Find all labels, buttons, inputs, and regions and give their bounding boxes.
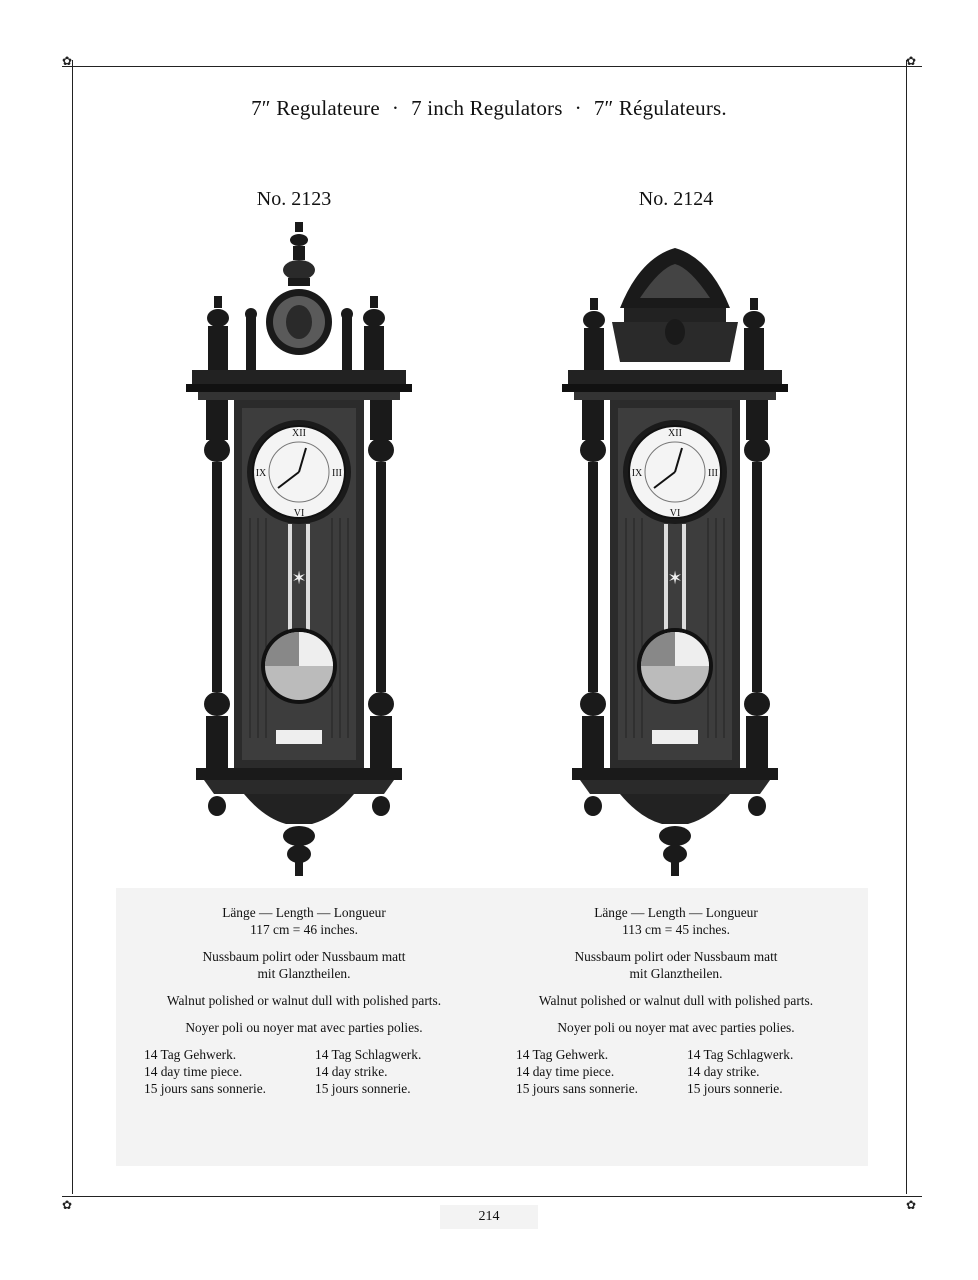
strike-german: 14 Tag Schlagwerk. [687, 1047, 794, 1062]
page-number: 214 [440, 1205, 538, 1229]
time-piece-french: 15 jours sans sonnerie. [516, 1081, 638, 1096]
material-german-line1: Nussbaum polirt oder Nussbaum matt [574, 949, 778, 964]
material-english: Walnut polished or walnut dull with polished parts. [538, 993, 814, 1008]
title-separator: · [574, 96, 582, 120]
strike-english: 14 day strike. [687, 1064, 760, 1079]
svg-text:III: III [332, 468, 342, 479]
material-french: Noyer poli ou noyer mat avec parties polies. [557, 1020, 795, 1035]
clock-2123-description [124, 904, 484, 1097]
clock-2123-illustration [184, 218, 414, 884]
page-title [72, 96, 906, 121]
time-piece-english: 14 day time piece. [144, 1064, 243, 1079]
svg-text:XII: XII [292, 428, 306, 439]
frame-right-rule [906, 60, 907, 1194]
material-french: Noyer poli ou noyer mat avec parties polies. [185, 1020, 423, 1035]
title-separator: · [391, 96, 400, 120]
time-piece-german: 14 Tag Gehwerk. [144, 1047, 237, 1062]
svg-text:IX: IX [631, 468, 643, 479]
svg-text:VI: VI [293, 508, 305, 519]
ornament-icon: ✿ [61, 54, 73, 68]
model-number-2123: No. 2123 [256, 188, 332, 210]
frame-top-rule [62, 66, 922, 67]
svg-text:✶: ✶ [291, 568, 307, 589]
length-label: Länge — Length — Longueur [594, 905, 758, 920]
strike-french: 15 jours sonnerie. [315, 1081, 411, 1096]
frame-bottom-rule [62, 1196, 922, 1197]
material-german-line2: mit Glanztheilen. [257, 966, 351, 981]
clock-2124-description [496, 904, 856, 1097]
material-german-line2: mit Glanztheilen. [629, 966, 723, 981]
time-piece-german: 14 Tag Gehwerk. [516, 1047, 609, 1062]
title-english: 7 inch Regulators [411, 96, 563, 120]
title-french: 7″ Régulateurs. [593, 96, 727, 120]
ornament-icon: ✿ [905, 1198, 917, 1212]
clock-2124-illustration [560, 218, 790, 884]
svg-text:✶: ✶ [667, 568, 683, 589]
model-number-2124: No. 2124 [638, 188, 714, 210]
movement-options [144, 1046, 484, 1097]
time-piece-english: 14 day time piece. [516, 1064, 615, 1079]
time-piece-french: 15 jours sans sonnerie. [144, 1081, 266, 1096]
svg-text:XII: XII [668, 428, 682, 439]
svg-text:III: III [708, 468, 718, 479]
length-value: 117 cm = 46 inches. [250, 922, 358, 937]
length-value: 113 cm = 45 inches. [622, 922, 730, 937]
strike-german: 14 Tag Schlagwerk. [315, 1047, 422, 1062]
length-label: Länge — Length — Longueur [222, 905, 386, 920]
title-german: 7″ Regulateure [251, 96, 380, 120]
frame-left-rule [72, 60, 73, 1194]
strike-english: 14 day strike. [315, 1064, 388, 1079]
ornament-icon: ✿ [905, 54, 917, 68]
svg-text:VI: VI [669, 508, 681, 519]
material-german-line1: Nussbaum polirt oder Nussbaum matt [202, 949, 406, 964]
movement-options [516, 1046, 856, 1097]
ornament-icon: ✿ [61, 1198, 73, 1212]
svg-text:IX: IX [255, 468, 267, 479]
strike-french: 15 jours sonnerie. [687, 1081, 783, 1096]
material-english: Walnut polished or walnut dull with polished parts. [166, 993, 442, 1008]
